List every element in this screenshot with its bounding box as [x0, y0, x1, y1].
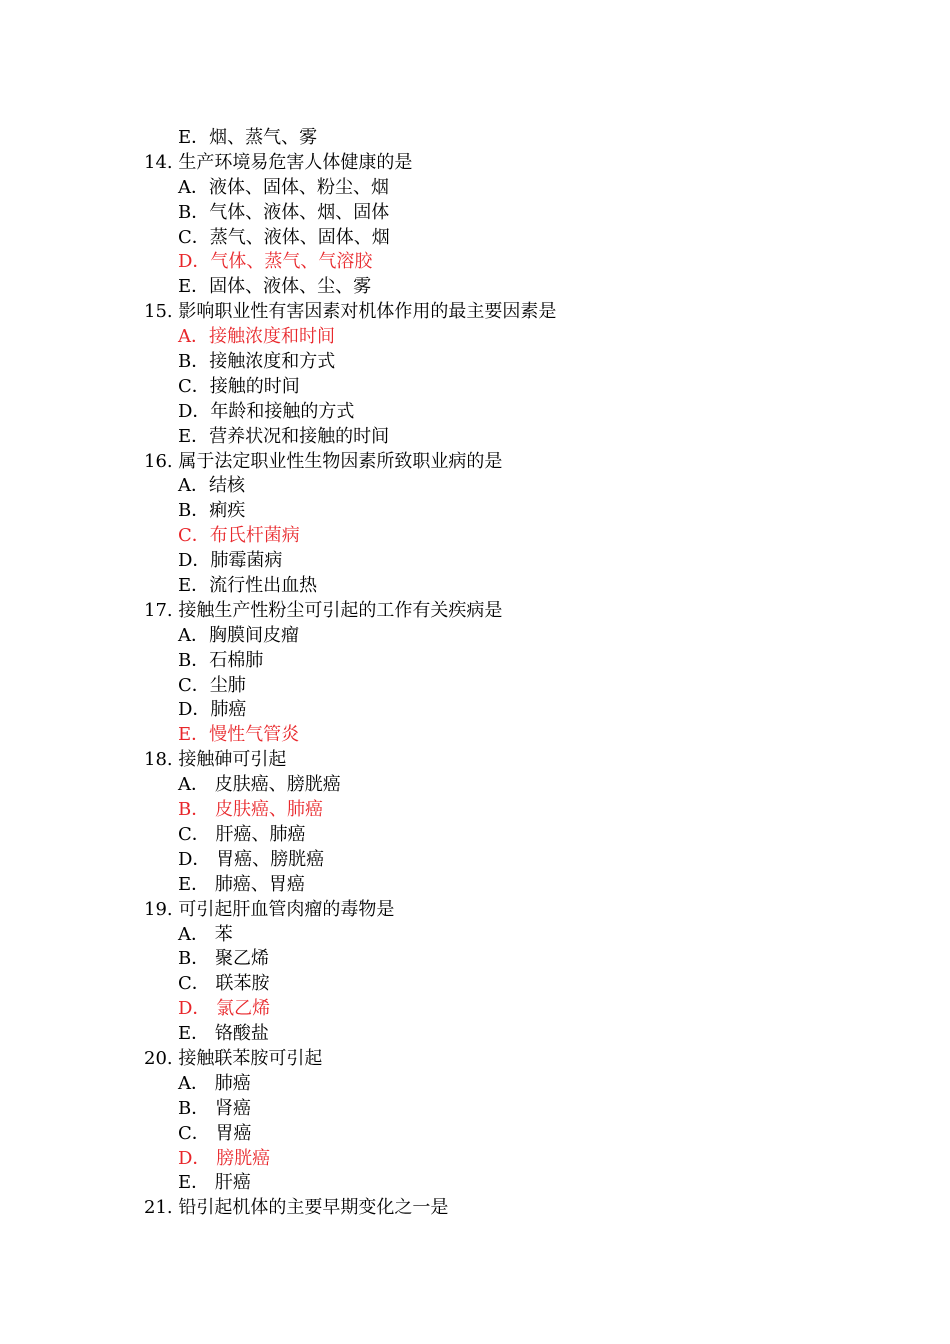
answer-option-correct: D．气体、蒸气、气溶胶	[178, 251, 373, 273]
answer-option: E．烟、蒸气、雾	[178, 127, 318, 148]
answer-option: B． 聚乙烯	[178, 948, 269, 970]
answer-option: B． 肾癌	[178, 1097, 251, 1119]
answer-option: D．年龄和接触的方式	[178, 400, 355, 422]
question-stem: 21. 铅引起机体的主要早期变化之一是	[144, 1197, 449, 1219]
question-stem: 18. 接触砷可引起	[144, 749, 287, 771]
answer-option-correct: A．接触浓度和时间	[178, 326, 335, 348]
answer-option: A． 肺癌	[178, 1072, 251, 1094]
answer-option: E． 肺癌、胃癌	[178, 873, 305, 895]
answer-option: B．痢疾	[178, 500, 246, 522]
answer-option: A．胸膜间皮瘤	[178, 624, 299, 646]
answer-option: C． 胃癌	[178, 1122, 252, 1144]
answer-option: C．接触的时间	[178, 375, 300, 397]
answer-option: A．结核	[178, 475, 245, 497]
question-list	[144, 126, 844, 1221]
question-stem: 19. 可引起肝血管肉瘤的毒物是	[144, 898, 395, 920]
answer-option: B．接触浓度和方式	[178, 351, 336, 373]
answer-option: A． 皮肤癌、膀胱癌	[178, 774, 341, 796]
answer-option: E．流行性出血热	[178, 575, 318, 597]
answer-option: A．液体、固体、粉尘、烟	[178, 176, 389, 198]
answer-option-correct: D． 氯乙烯	[178, 998, 271, 1020]
answer-option: D． 胃癌、膀胱癌	[178, 848, 325, 870]
answer-option: C． 肝癌、肺癌	[178, 823, 306, 845]
answer-option: D．肺霉菌病	[178, 550, 283, 572]
question-stem: 17. 接触生产性粉尘可引起的工作有关疾病是	[144, 599, 503, 621]
answer-option: E．固体、液体、尘、雾	[178, 276, 372, 298]
answer-option: B．石棉肺	[178, 649, 264, 671]
answer-option-correct: B． 皮肤癌、肺癌	[178, 799, 323, 821]
question-stem: 15. 影响职业性有害因素对机体作用的最主要因素是	[144, 301, 557, 323]
answer-option: E． 铬酸盐	[178, 1023, 269, 1045]
answer-option-correct: C．布氏杆菌病	[178, 525, 300, 547]
answer-option-correct: D． 膀胱癌	[178, 1147, 271, 1169]
answer-option: C．蒸气、液体、固体、烟	[178, 226, 390, 248]
answer-option: C．尘肺	[178, 674, 246, 696]
question-stem: 16. 属于法定职业性生物因素所致职业病的是	[144, 450, 503, 472]
question-stem: 14. 生产环境易危害人体健康的是	[144, 151, 413, 173]
answer-option: E． 肝癌	[178, 1172, 251, 1194]
answer-option: D．肺癌	[178, 699, 247, 721]
answer-option-correct: E．慢性气管炎	[178, 724, 300, 746]
answer-option: E．营养状况和接触的时间	[178, 425, 390, 447]
answer-option: B．气体、液体、烟、固体	[178, 201, 390, 223]
answer-option: C． 联苯胺	[178, 973, 270, 995]
answer-option: A． 苯	[178, 923, 233, 945]
question-stem: 20. 接触联苯胺可引起	[144, 1047, 323, 1069]
